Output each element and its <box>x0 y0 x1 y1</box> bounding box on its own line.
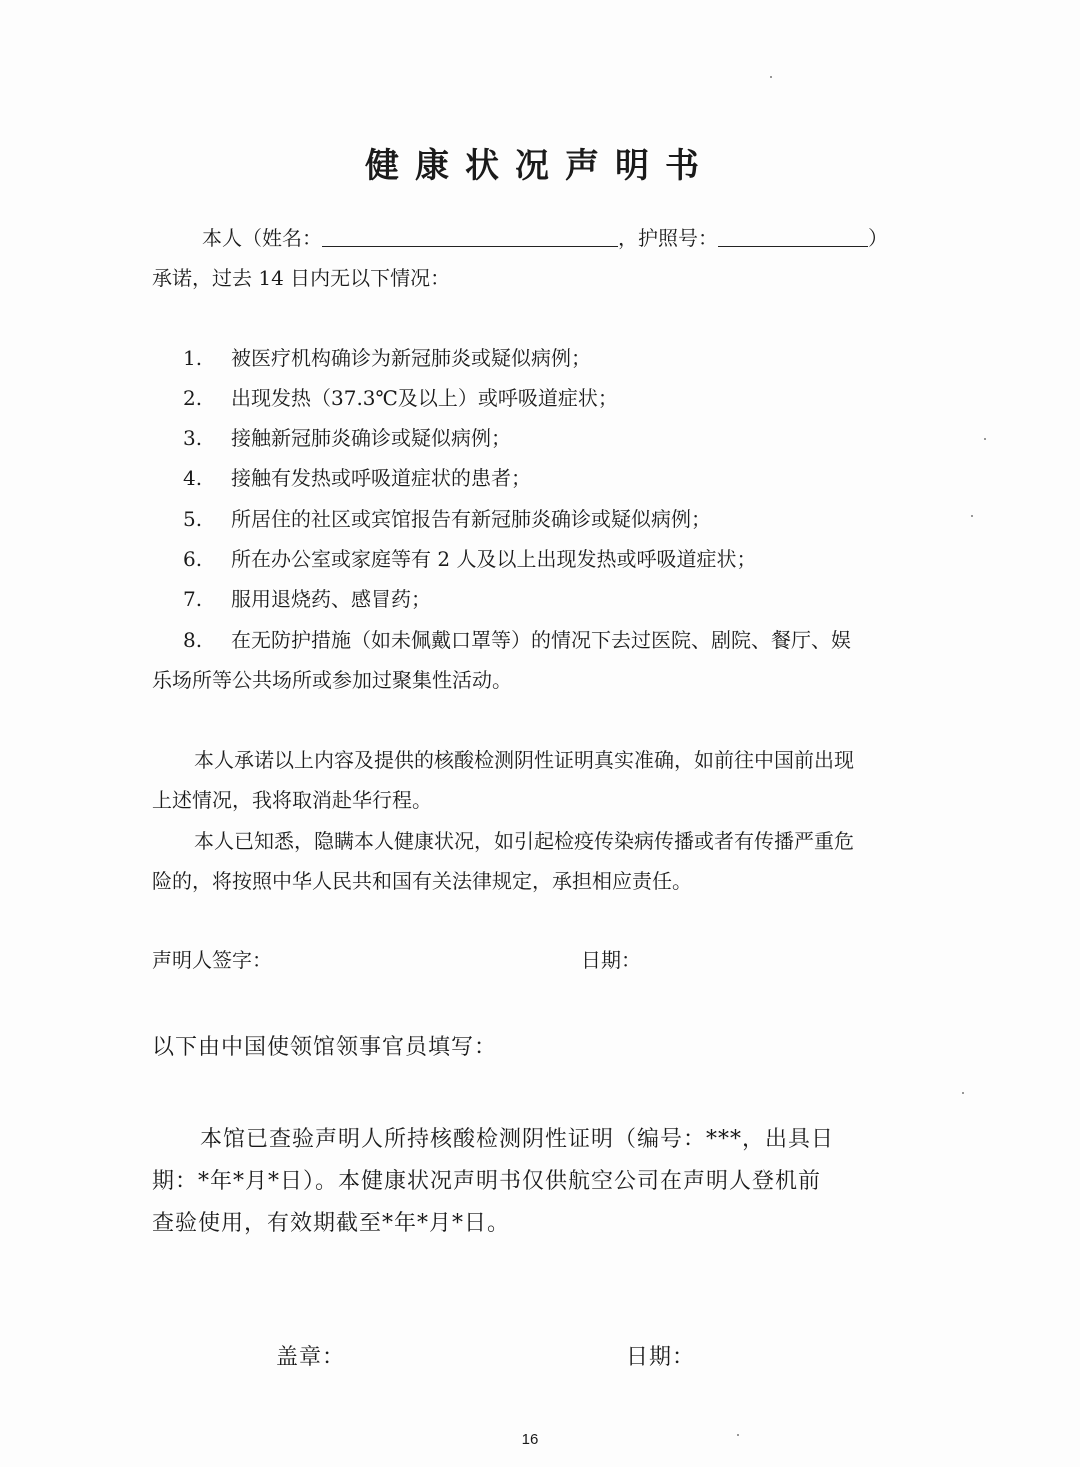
item-number: 3. <box>183 426 203 450</box>
list-item <box>183 422 511 451</box>
item-text: 所居住的社区或宾馆报告有新冠肺炎确诊或疑似病例； <box>231 507 711 531</box>
pledge-paragraph-1: 本人承诺以上内容及提供的核酸检测阴性证明真实准确，如前往中国前出现 <box>194 748 854 772</box>
item-text: 服用退烧药、感冒药； <box>231 587 431 611</box>
item-number: 2. <box>183 386 203 410</box>
item-text: 出现发热（37.3℃及以上）或呼吸道症状； <box>231 386 618 410</box>
consulate-date-label: 日期： <box>626 1345 696 1370</box>
list-item <box>183 543 756 572</box>
item-text: 接触有发热或呼吸道症状的患者； <box>231 466 531 490</box>
pledge-paragraph-2-cont: 险的，将按照中华人民共和国有关法律规定，承担相应责任。 <box>152 869 692 893</box>
pledge-paragraph-2: 本人已知悉，隐瞒本人健康状况，如引起检疫传染病传播或者有传播严重危 <box>194 829 854 853</box>
item-text: 在无防护措施（如未佩戴口罩等）的情况下去过医院、剧院、餐厅、娱 <box>231 628 851 652</box>
consulate-line-2: 期：*年*月*日）。本健康状况声明书仅供航空公司在声明人登机前 <box>152 1169 822 1194</box>
item-text: 所在办公室或家庭等有 2 人及以上出现发热或呼吸道症状； <box>231 547 757 571</box>
scan-speck <box>984 438 986 440</box>
item-number: 1. <box>183 346 203 370</box>
passport-blank[interactable] <box>718 226 868 247</box>
document-title: 健康状况声明书 <box>365 146 715 186</box>
consulate-line-3: 查验使用，有效期截至*年*月*日。 <box>152 1211 511 1236</box>
list-item-continuation: 乐场所等公共场所或参加过聚集性活动。 <box>152 668 512 692</box>
consulate-line-1: 本馆已查验声明人所持核酸检测阴性证明（编号：***，出具日 <box>200 1127 835 1152</box>
seal-label: 盖章： <box>276 1345 346 1370</box>
list-item <box>183 462 531 491</box>
scan-speck <box>962 1092 964 1094</box>
list-item <box>183 342 591 371</box>
intro-line <box>202 222 888 251</box>
close-paren: ） <box>868 226 888 250</box>
intro-line-2: 承诺，过去 14 日内无以下情况： <box>152 266 451 290</box>
consulate-heading: 以下由中国使领馆领事官员填写： <box>152 1035 498 1060</box>
item-text: 接触新冠肺炎确诊或疑似病例； <box>231 426 511 450</box>
signer-date-label: 日期： <box>581 948 641 972</box>
item-text: 被医疗机构确诊为新冠肺炎或疑似病例； <box>231 346 591 370</box>
list-item <box>183 583 431 612</box>
passport-label: ，护照号： <box>618 226 718 250</box>
item-number: 4. <box>183 466 203 490</box>
item-number: 6. <box>183 547 203 571</box>
list-item <box>183 382 618 411</box>
item-number: 8. <box>183 628 203 652</box>
item-number: 5. <box>183 507 203 531</box>
name-blank[interactable] <box>322 226 618 247</box>
scan-speck <box>971 515 973 517</box>
item-number: 7. <box>183 587 203 611</box>
name-label: 本人（姓名： <box>202 226 322 250</box>
list-item <box>183 624 851 653</box>
page-number: 16 <box>521 1431 539 1448</box>
scan-speck <box>737 1434 739 1436</box>
list-item <box>183 503 711 532</box>
pledge-paragraph-1-cont: 上述情况，我将取消赴华行程。 <box>152 788 432 812</box>
signer-label: 声明人签字： <box>152 948 272 972</box>
scan-speck <box>770 76 772 78</box>
